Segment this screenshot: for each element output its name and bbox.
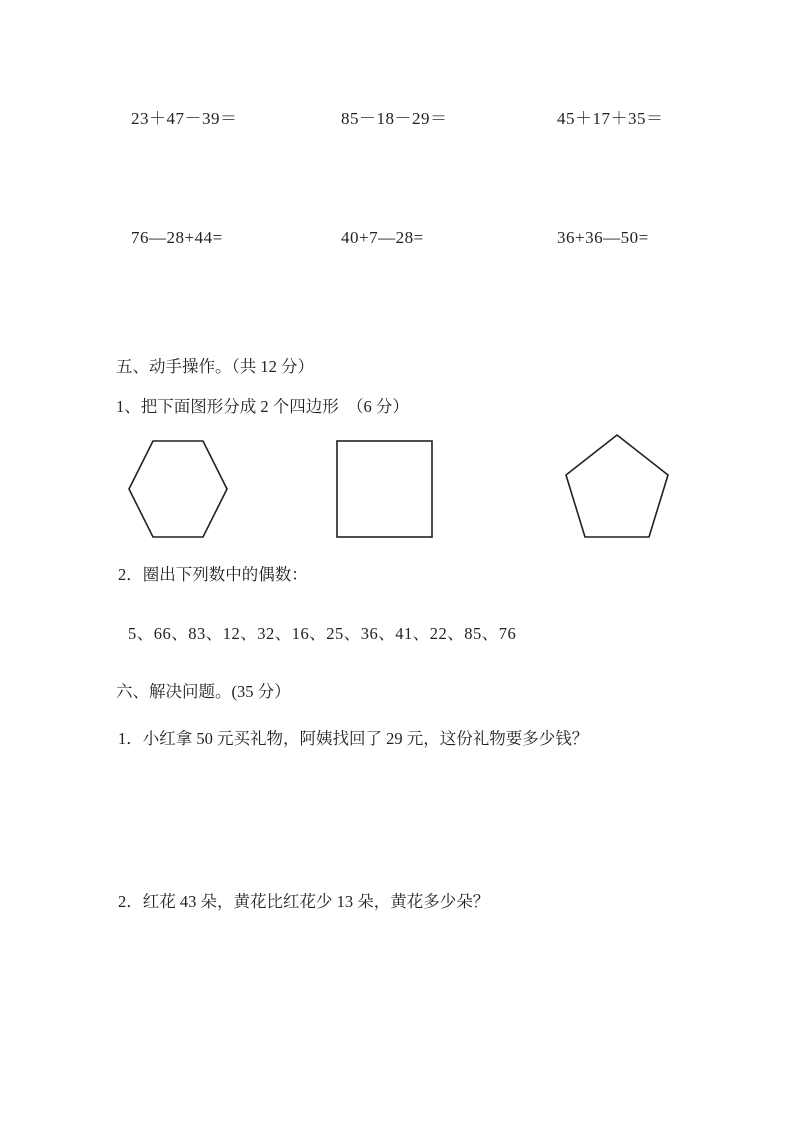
shape-figures bbox=[0, 425, 793, 550]
calculation-item: 23＋47－39＝ bbox=[131, 109, 238, 128]
calculation-item: 40+7—28= bbox=[341, 228, 424, 247]
hexagon-shape bbox=[126, 435, 230, 543]
pentagon-shape bbox=[563, 429, 673, 544]
section-six-question-1: 1．小红拿 50 元买礼物，阿姨找回了 29 元，这份礼物要多少钱？ bbox=[118, 729, 589, 748]
calculation-item: 76—28+44= bbox=[131, 228, 223, 247]
calculation-item: 45＋17＋35＝ bbox=[557, 109, 664, 128]
section-five-heading: 五、动手操作。（共 12 分） bbox=[116, 357, 314, 376]
calculation-item: 36+36—50= bbox=[557, 228, 649, 247]
section-six-heading: 六、解决问题。(35 分） bbox=[116, 682, 291, 701]
section-five-question-1: 1、把下面图形分成 2 个四边形 （6 分） bbox=[116, 397, 409, 416]
section-six-question-2: 2．红花 43 朵，黄花比红花少 13 朵，黄花多少朵？ bbox=[118, 892, 490, 911]
section-five-question-2: 2．圈出下列数中的偶数： bbox=[118, 565, 308, 584]
number-list: 5、66、83、12、32、16、25、36、41、22、85、76 bbox=[128, 624, 517, 643]
calculation-item: 85－18－29＝ bbox=[341, 109, 448, 128]
square-shape bbox=[335, 435, 435, 543]
